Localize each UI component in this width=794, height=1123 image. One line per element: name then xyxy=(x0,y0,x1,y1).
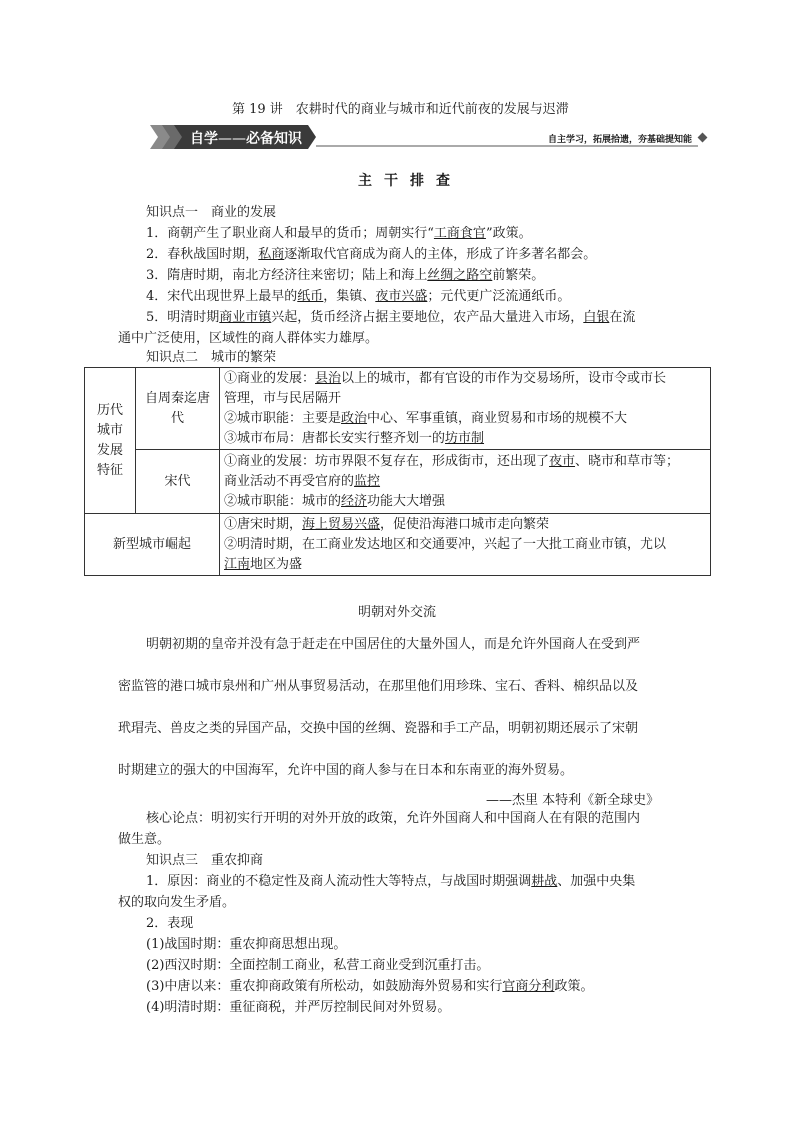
section2-heading: 知识点二 城市的繁荣 xyxy=(146,350,277,365)
section3-item: (2)西汉时期：全面控制工商业，私营工商业受到沉重打击。 xyxy=(146,958,490,973)
section3-reason: 1．原因：商业的不稳定性及商人流动性大等特点，与战国时期强调耕战、加强中央集 xyxy=(146,874,636,889)
section3-reason: 权的取向发生矛盾。 xyxy=(118,895,236,910)
banner-slogan: 自主学习，拓展拾遗，夯基础提知能 xyxy=(547,135,692,145)
banner-main: 自学 xyxy=(190,131,218,147)
section3-heading: 知识点三 重农抑商 xyxy=(146,853,264,868)
content-cell: ①商业的发展：坊市界限不复存在，形成街市，还出现了夜市、晓市和草市等； 商业活动不再受官府的监控 ②城市职能：城市的经济功能大大增强 xyxy=(220,450,711,514)
banner-dash: —— xyxy=(218,131,246,147)
excerpt-source: ——杰里 本特利《新全球史》 xyxy=(486,793,660,808)
section3-item: (4)明清时期：重征商税，并严厉控制民间对外贸易。 xyxy=(146,1000,451,1015)
period-cell: 宋代 xyxy=(136,450,220,514)
section3-item: (3)中唐以来：重农抑商政策有所松动，如鼓励海外贸易和实行官商分利政策。 xyxy=(146,979,594,994)
section1-heading: 知识点一 商业的发展 xyxy=(146,205,277,220)
new-city-cell: 新型城市崛起 xyxy=(85,514,220,576)
section1-item: 3．隋唐时期，南北方经济往来密切；陆上和海上丝绸之路空前繁荣。 xyxy=(146,268,545,283)
excerpt-line: 密监管的港口城市泉州和广州从事贸易活动，在那里他们用珍珠、宝石、香料、棉织品以及 xyxy=(118,679,639,694)
lesson-title: 第 19 讲 农耕时代的商业与城市和近代前夜的发展与迟滞 xyxy=(232,102,569,117)
section3-perf-heading: 2．表现 xyxy=(146,916,194,931)
banner-sub: 必备知识 xyxy=(246,131,302,147)
period-cell: 自周秦迄唐 代 xyxy=(136,368,220,450)
section1-item: 1．商朝产生了职业商人和最早的货币；周朝实行“工商食官”政策。 xyxy=(146,226,532,241)
zhugan-char: 查 xyxy=(430,170,456,190)
content-cell: ①唐宋时期，海上贸易兴盛，促使沿海港口城市走向繁荣 ②明清时期，在工商业发达地区和交通要冲，兴起了一大批工商业市镇，尤以 江南地区为盛 xyxy=(220,514,711,576)
core-argument: 核心论点：明初实行开明的对外开放的政策，允许外国商人和中国商人在有限的范围内 xyxy=(146,811,641,826)
city-table xyxy=(84,367,711,576)
section3-item: (1)战国时期：重农抑商思想出现。 xyxy=(146,937,347,952)
excerpt-line: 玳瑁壳、兽皮之类的异国产品，交换中国的丝绸、瓷器和手工产品，明朝初期还展示了宋朝 xyxy=(118,721,639,736)
zhugan-heading xyxy=(352,170,456,192)
row-header-cell: 历代 城市 发展 特征 xyxy=(85,368,136,514)
zhugan-char: 排 xyxy=(404,170,430,190)
section1-item: 5．明清时期商业市镇兴起，货币经济占据主要地位，农产品大量进入市场，白银在流 xyxy=(146,310,636,325)
core-argument: 做生意。 xyxy=(118,832,171,847)
excerpt-title: 明朝对外交流 xyxy=(357,605,436,620)
excerpt-line: 明朝初期的皇帝并没有急于赶走在中国居住的大量外国人，而是允许外国商人在受到严 xyxy=(146,637,641,652)
zhugan-char: 干 xyxy=(378,170,404,190)
excerpt-line: 时期建立的强大的中国海军，允许中国的商人参与在日本和东南亚的海外贸易。 xyxy=(118,763,574,778)
zhugan-char: 主 xyxy=(352,170,378,190)
section1-item: 通中广泛使用，区域性的商人群体实力雄厚。 xyxy=(118,331,379,346)
content-cell: ①商业的发展：县治以上的城市，都有官设的市作为交易场所，设市令或市长 管理，市与民居隔开 ②城市职能：主要是政治中心、军事重镇，商业贸易和市场的规模不大 ③城市布局：唐都长安实行整齐划一的坊市制 xyxy=(220,368,711,450)
section1-item: 2．春秋战国时期，私商逐渐取代官商成为商人的主体，形成了许多著名都会。 xyxy=(146,247,597,262)
section1-item: 4．宋代出现世界上最早的纸币，集镇、夜市兴盛；元代更广泛流通纸币。 xyxy=(146,289,571,304)
section-banner xyxy=(150,124,706,150)
